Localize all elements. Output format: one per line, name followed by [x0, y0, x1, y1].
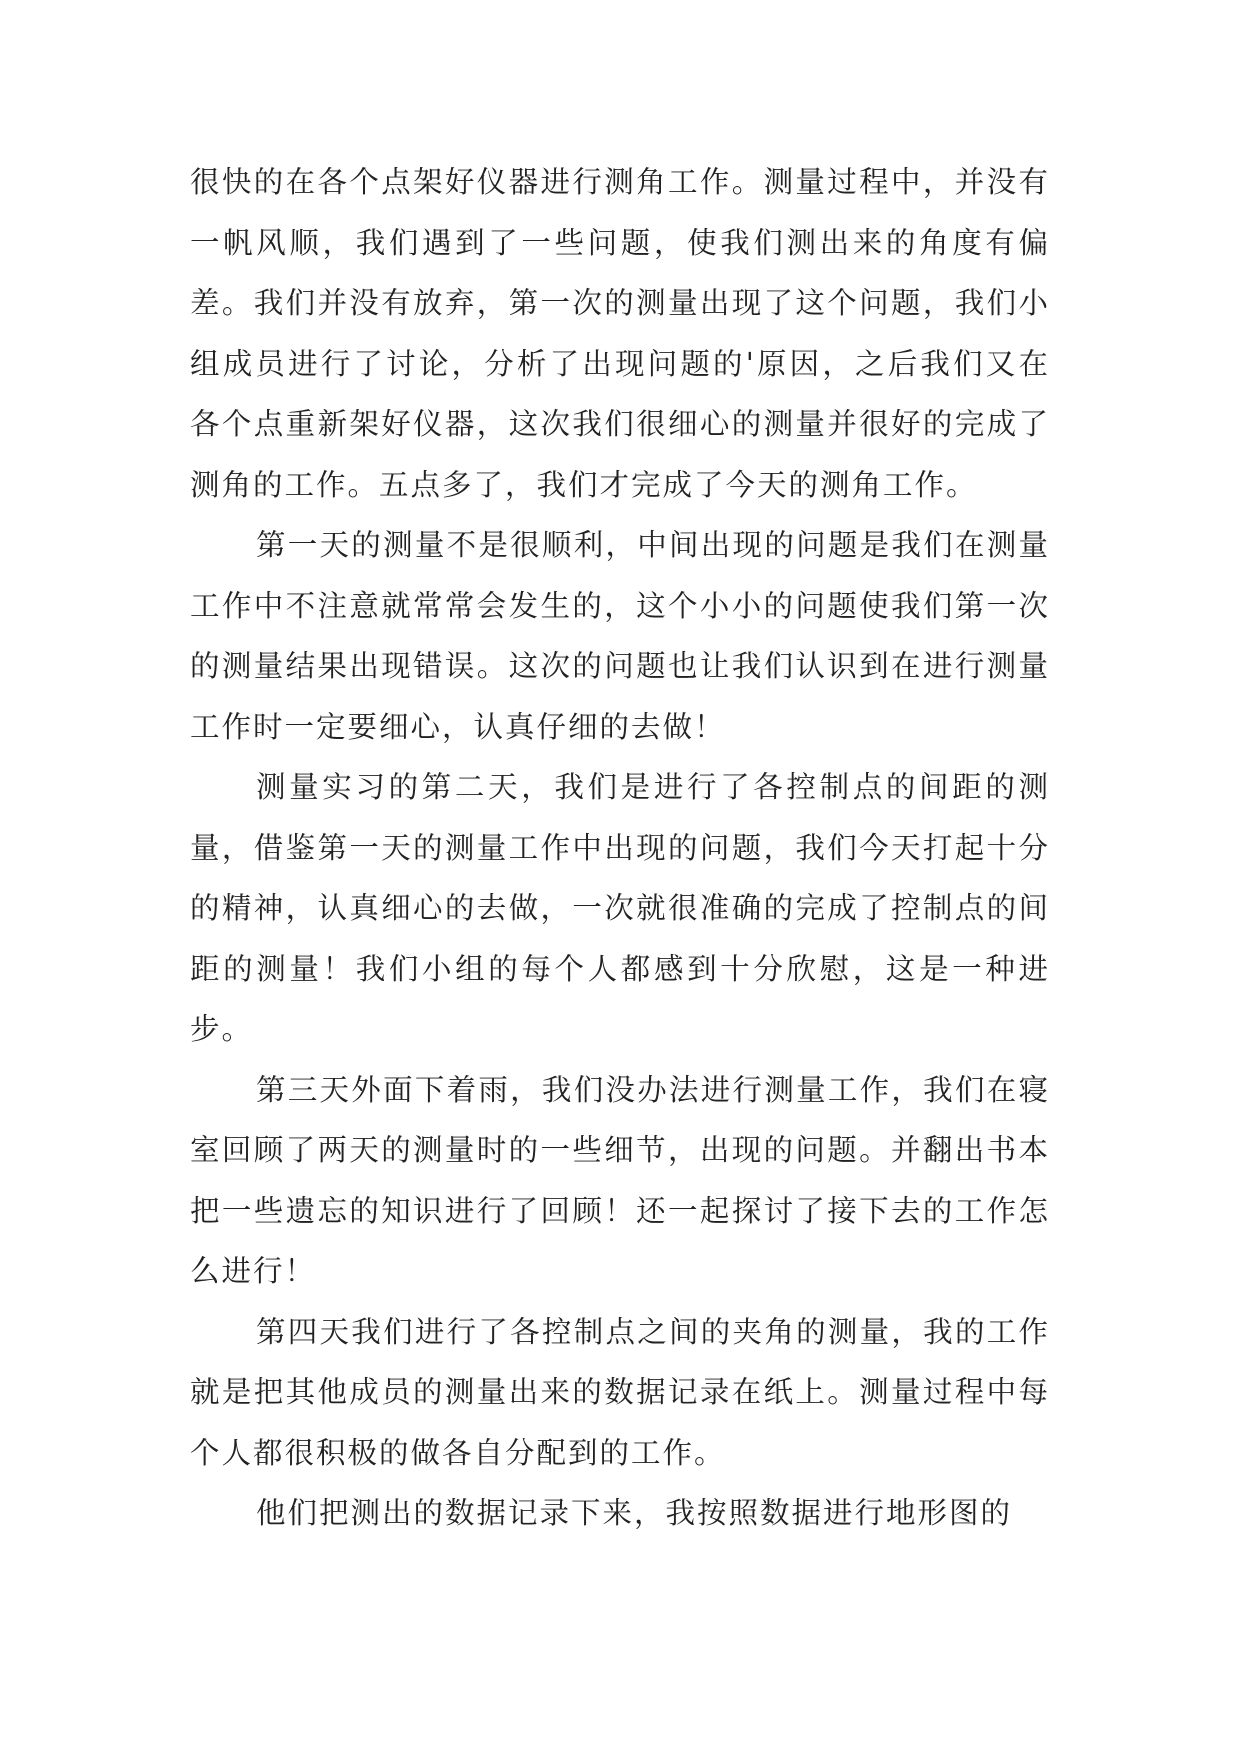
paragraph-6: 他们把测出的数据记录下来，我按照数据进行地形图的 [256, 1496, 1013, 1530]
paragraph-5: 第四天我们进行了各控制点之间的夹角的测量，我的工作就是把其他成员的测量出来的数据记录在纸上。测量过程中每个人都很积极的做各自分配到的工作。 [190, 1314, 1050, 1470]
document-body [190, 152, 1050, 1544]
paragraph-4: 第三天外面下着雨，我们没办法进行测量工作，我们在寝室回顾了两天的测量时的一些细节，出现的问题。并翻出书本把一些遗忘的知识进行了回顾！还一起探讨了接下去的工作怎么进行！ [190, 1072, 1050, 1288]
paragraph-3: 测量实习的第二天，我们是进行了各控制点的间距的测量，借鉴第一天的测量工作中出现的问题，我们今天打起十分的精神，认真细心的去做，一次就很准确的完成了控制点的间距的测量！我们小组的每个人都感到十分欣慰，这是一种进步。 [190, 770, 1050, 1046]
paragraph-2: 第一天的测量不是很顺利，中间出现的问题是我们在测量工作中不注意就常常会发生的，这个小小的问题使我们第一次的测量结果出现错误。这次的问题也让我们认识到在进行测量工作时一定要细心，认真仔细的去做！ [190, 528, 1050, 744]
paragraph-1: 很快的在各个点架好仪器进行测角工作。测量过程中，并没有一帆风顺，我们遇到了一些问题，使我们测出来的角度有偏差。我们并没有放弃，第一次的测量出现了这个问题，我们小组成员进行了讨论，分析了出现问题的'原因，之后我们又在各个点重新架好仪器，这次我们很细心的测量并很好的完成了测角的工作。五点多了，我们才完成了今天的测角工作。 [190, 165, 1050, 502]
